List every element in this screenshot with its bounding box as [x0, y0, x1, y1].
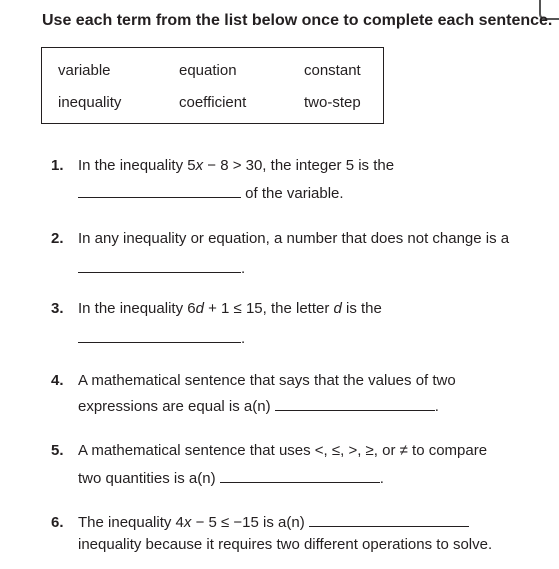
question-number: 1. [51, 157, 64, 174]
variable-x: x [195, 157, 204, 174]
question-text-line-2: inequality because it requires two different operations to solve. [78, 536, 493, 553]
text-part: expressions are equal is a(n) [78, 398, 271, 415]
text-part: In the inequality 6 [78, 300, 196, 317]
answer-blank[interactable] [78, 328, 241, 343]
question-text: In any inequality or equation, a number that does not change is a [78, 230, 510, 247]
text-part: The inequality 4 [78, 514, 184, 531]
term-variable: variable [58, 62, 111, 79]
word-bank [41, 47, 384, 124]
question-text-line-2 [78, 394, 439, 420]
text-part: . [241, 260, 246, 277]
answer-blank[interactable] [78, 258, 241, 273]
term-inequality: inequality [58, 94, 122, 111]
variable-x: x [183, 514, 192, 531]
text-part: − 8 > 30, the integer 5 is the [203, 157, 395, 174]
answer-blank[interactable] [309, 512, 469, 527]
question-text-line-2 [78, 326, 245, 352]
term-two-step: two-step [304, 94, 361, 111]
answer-blank[interactable] [275, 396, 435, 411]
question-text [78, 296, 382, 322]
question-text-line-2 [78, 256, 245, 282]
question-number: 2. [51, 230, 64, 247]
question-text: A mathematical sentence that says that the values of two [78, 372, 456, 389]
text-part: is the [341, 300, 382, 317]
term-coefficient: coefficient [179, 94, 247, 111]
term-constant: constant [304, 62, 361, 79]
text-part: . [379, 470, 384, 487]
text-part: In the inequality 5 [78, 157, 196, 174]
question-number: 6. [51, 514, 64, 531]
text-part: − 5 ≤ −15 is a(n) [191, 514, 305, 531]
question-text-line-2 [78, 181, 344, 207]
question-number: 4. [51, 372, 64, 389]
text-part: + 1 ≤ 15, the letter [203, 300, 334, 317]
answer-blank[interactable] [78, 183, 241, 198]
text-part: . [241, 330, 246, 347]
question-number: 3. [51, 300, 64, 317]
variable-d: d [195, 300, 204, 317]
term-equation: equation [179, 62, 237, 79]
question-number: 5. [51, 442, 64, 459]
answer-blank[interactable] [220, 468, 380, 483]
question-text [78, 153, 394, 179]
text-part: . [434, 398, 439, 415]
question-text-line-2 [78, 466, 384, 492]
variable-d: d [333, 300, 342, 317]
text-part: of the variable. [245, 185, 344, 202]
instructions: Use each term from the list below once to complete each sentence. [42, 12, 553, 29]
question-text: A mathematical sentence that uses <, ≤, >, ≥, or ≠ to compare [78, 442, 488, 459]
text-part: two quantities is a(n) [78, 470, 216, 487]
